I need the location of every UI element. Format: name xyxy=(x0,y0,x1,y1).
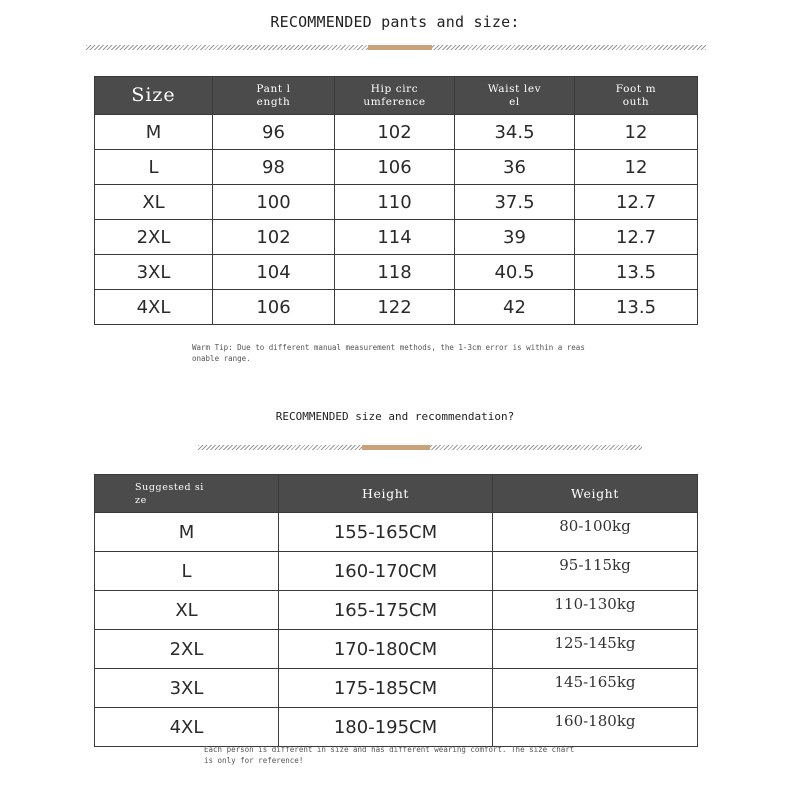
table-row xyxy=(95,552,698,591)
size-cell: XL xyxy=(95,591,279,630)
waist-cell: 42 xyxy=(455,290,575,325)
pants-size-title: RECOMMENDED pants and size: xyxy=(270,13,520,31)
table-row xyxy=(95,669,698,708)
foot-mouth-cell: 13.5 xyxy=(575,255,698,290)
table-row xyxy=(95,630,698,669)
size-cell: XL xyxy=(95,185,213,220)
size-cell: 3XL xyxy=(95,255,213,290)
pant-length-cell: 106 xyxy=(213,290,335,325)
hip-cell: 118 xyxy=(335,255,455,290)
size-recommendation-title: RECOMMENDED size and recommendation? xyxy=(275,410,515,423)
size-chart-note: Each person is different in size and has different wearing comfort. The size chart is only for reference! xyxy=(204,745,575,765)
table-row xyxy=(95,591,698,630)
foot-mouth-cell: 12 xyxy=(575,115,698,150)
pant-length-cell: 102 xyxy=(213,220,335,255)
header-height: Height xyxy=(279,475,493,513)
table-row xyxy=(95,220,698,255)
size-cell: M xyxy=(95,513,279,552)
header-weight: Weight xyxy=(493,475,698,513)
weight-cell: 110-130kg xyxy=(493,591,698,630)
size-cell: 4XL xyxy=(95,290,213,325)
table-row xyxy=(95,708,698,747)
foot-mouth-cell: 12.7 xyxy=(575,185,698,220)
table-row xyxy=(95,185,698,220)
table-row xyxy=(95,150,698,185)
height-cell: 170-180CM xyxy=(279,630,493,669)
foot-mouth-cell: 12 xyxy=(575,150,698,185)
table-header-row xyxy=(95,475,698,513)
warm-tip-note: Warm Tip: Due to different manual measurement methods, the 1-3cm error is within a reas onable range. xyxy=(192,343,585,363)
pant-length-cell: 100 xyxy=(213,185,335,220)
header-suggested-size: Suggested si ze xyxy=(95,475,279,513)
size-cell: 4XL xyxy=(95,708,279,747)
pants-size-table xyxy=(94,76,698,325)
height-cell: 165-175CM xyxy=(279,591,493,630)
size-cell: 3XL xyxy=(95,669,279,708)
size-cell: L xyxy=(95,150,213,185)
header-size: Size xyxy=(95,77,213,115)
title-divider xyxy=(86,45,706,50)
table-header-row xyxy=(95,77,698,115)
table-row xyxy=(95,115,698,150)
waist-cell: 40.5 xyxy=(455,255,575,290)
waist-cell: 39 xyxy=(455,220,575,255)
header-pant-length: Pant l ength xyxy=(213,77,335,115)
weight-cell: 160-180kg xyxy=(493,708,698,747)
weight-cell: 95-115kg xyxy=(493,552,698,591)
divider-accent xyxy=(368,45,432,50)
height-cell: 180-195CM xyxy=(279,708,493,747)
header-waist-level: Waist lev el xyxy=(455,77,575,115)
size-cell: L xyxy=(95,552,279,591)
header-foot-mouth: Foot m outh xyxy=(575,77,698,115)
weight-cell: 80-100kg xyxy=(493,513,698,552)
size-cell: 2XL xyxy=(95,220,213,255)
size-cell: 2XL xyxy=(95,630,279,669)
height-cell: 160-170CM xyxy=(279,552,493,591)
waist-cell: 37.5 xyxy=(455,185,575,220)
height-cell: 175-185CM xyxy=(279,669,493,708)
table-row xyxy=(95,290,698,325)
hip-cell: 106 xyxy=(335,150,455,185)
weight-cell: 145-165kg xyxy=(493,669,698,708)
hip-cell: 102 xyxy=(335,115,455,150)
foot-mouth-cell: 13.5 xyxy=(575,290,698,325)
table-row xyxy=(95,255,698,290)
hip-cell: 122 xyxy=(335,290,455,325)
hip-cell: 110 xyxy=(335,185,455,220)
height-cell: 155-165CM xyxy=(279,513,493,552)
weight-cell: 125-145kg xyxy=(493,630,698,669)
hip-cell: 114 xyxy=(335,220,455,255)
table-row xyxy=(95,513,698,552)
size-cell: M xyxy=(95,115,213,150)
pant-length-cell: 98 xyxy=(213,150,335,185)
waist-cell: 34.5 xyxy=(455,115,575,150)
size-recommendation-table xyxy=(94,474,698,747)
pant-length-cell: 96 xyxy=(213,115,335,150)
waist-cell: 36 xyxy=(455,150,575,185)
pant-length-cell: 104 xyxy=(213,255,335,290)
header-hip-circumference: Hip circ umference xyxy=(335,77,455,115)
title-divider xyxy=(198,445,642,450)
foot-mouth-cell: 12.7 xyxy=(575,220,698,255)
divider-accent xyxy=(362,445,430,450)
